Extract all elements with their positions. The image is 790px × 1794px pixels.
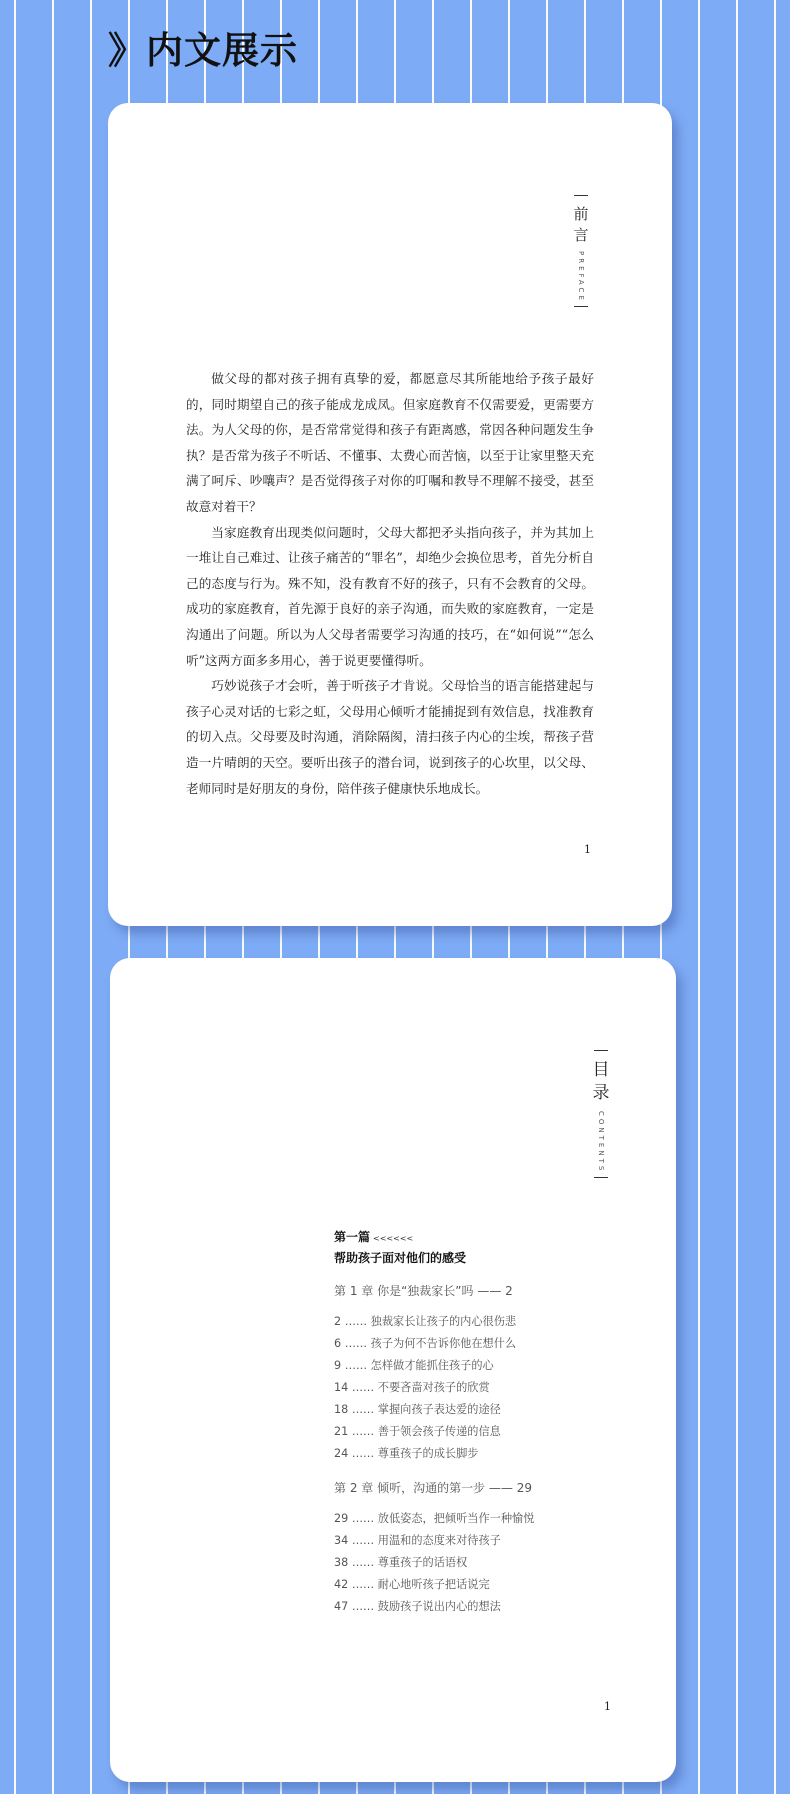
toc-page-number: 42	[334, 1578, 349, 1591]
toc-page-number: 18	[334, 1403, 349, 1416]
title-top-rule	[574, 195, 588, 196]
toc-page-number: 6	[334, 1337, 342, 1350]
toc-dots: ……	[351, 1556, 375, 1569]
toc-item	[334, 1530, 634, 1552]
toc-page-number: 38	[334, 1556, 349, 1569]
toc-title: 掌握向孩子表达爱的途径	[377, 1403, 501, 1416]
toc-title: 放低姿态，把倾听当作一种愉悦	[377, 1512, 535, 1525]
toc-item	[334, 1355, 634, 1377]
part-arrows: <<<<<<	[373, 1234, 414, 1243]
toc-page-number: 29	[334, 1512, 349, 1525]
title-subtitle: CONTENTS	[597, 1110, 605, 1173]
title-char-1: 目	[592, 1060, 610, 1080]
toc-dots: ……	[351, 1403, 375, 1416]
toc-page-number: 2	[334, 1315, 342, 1328]
toc-item	[334, 1508, 634, 1530]
toc-page-number: 47	[334, 1600, 349, 1613]
toc-title: 善于领会孩子传递的信息	[377, 1425, 501, 1438]
toc-title: 尊重孩子的话语权	[377, 1556, 468, 1569]
toc-title: 不要吝啬对孩子的欣赏	[377, 1381, 490, 1394]
toc-dots: ……	[351, 1578, 375, 1591]
title-top-rule	[594, 1050, 608, 1051]
toc-item	[334, 1399, 634, 1421]
toc-dots: ……	[351, 1381, 375, 1394]
chapter-1	[334, 1282, 634, 1465]
toc-item	[334, 1311, 634, 1333]
preface-page	[108, 103, 672, 926]
title-bottom-rule	[594, 1177, 608, 1178]
preface-body	[186, 366, 594, 801]
toc-item	[334, 1333, 634, 1355]
page-number: 1	[584, 843, 591, 856]
toc-item	[334, 1443, 634, 1465]
table-of-contents	[334, 1228, 634, 1618]
title-char-2: 言	[573, 225, 589, 244]
title-bottom-rule	[574, 306, 588, 307]
toc-item	[334, 1377, 634, 1399]
section-title: 》内文展示	[108, 29, 298, 72]
toc-page-number: 21	[334, 1425, 349, 1438]
title-subtitle: PREFACE	[577, 250, 585, 303]
toc-page-number: 34	[334, 1534, 349, 1547]
part-label	[334, 1228, 634, 1248]
toc-title: 鼓励孩子说出内心的想法	[377, 1600, 501, 1613]
title-char-2: 录	[592, 1083, 610, 1104]
part-label-text: 第一篇	[334, 1230, 371, 1244]
toc-dots: ……	[351, 1447, 375, 1460]
preface-vertical-title	[570, 195, 592, 307]
toc-item	[334, 1552, 634, 1574]
toc-dots: ……	[351, 1534, 375, 1547]
toc-dots: ……	[344, 1337, 368, 1350]
toc-item	[334, 1596, 634, 1618]
title-char-1: 前	[573, 205, 589, 223]
preface-paragraph-1: 做父母的都对孩子拥有真挚的爱，都愿意尽其所能地给予孩子最好的，同时期望自己的孩子能成龙成凤。但家庭教育不仅需要爱，更需要方法。为人父母的你，是否常常觉得和孩子有距离感，常因各种问题发生争执？是否常为孩子不听话、不懂事、太费心而苦恼，以至于让家里整天充满了呵斥、吵嚷声？是否觉得孩子对你的叮嘱和教导不理解不接受，甚至故意对着干？	[186, 371, 594, 514]
toc-title: 独裁家长让孩子的内心很伤悲	[370, 1315, 517, 1328]
contents-vertical-title	[590, 1050, 612, 1178]
chapter-heading: 第 2 章 倾听，沟通的第一步 —— 29	[334, 1481, 532, 1495]
part-title: 帮助孩子面对他们的感受	[334, 1251, 467, 1265]
preface-paragraph-3: 巧妙说孩子才会听，善于听孩子才肯说。父母恰当的语言能搭建起与孩子心灵对话的七彩之虹，父母用心倾听才能捕捉到有效信息，找准教育的切入点。父母要及时沟通，消除隔阂，清扫孩子内心的尘埃，帮孩子营造一片晴朗的天空。要听出孩子的潜台词，说到孩子的心坎里，以父母、老师同时是好朋友的身份，陪伴孩子健康快乐地成长。	[186, 678, 594, 796]
toc-title: 孩子为何不告诉你他在想什么	[370, 1337, 517, 1350]
page-number: 1	[604, 1700, 611, 1713]
chapter-2	[334, 1479, 634, 1618]
toc-page-number: 9	[334, 1359, 342, 1372]
toc-page-number: 24	[334, 1447, 349, 1460]
toc-dots: ……	[351, 1425, 375, 1438]
toc-title: 尊重孩子的成长脚步	[377, 1447, 479, 1460]
toc-title: 耐心地听孩子把话说完	[377, 1578, 490, 1591]
toc-title: 怎样做才能抓住孩子的心	[370, 1359, 494, 1372]
toc-page-number: 14	[334, 1381, 349, 1394]
toc-title: 用温和的态度来对待孩子	[377, 1534, 501, 1547]
toc-item	[334, 1421, 634, 1443]
contents-page	[110, 958, 676, 1782]
toc-dots: ……	[344, 1359, 368, 1372]
preface-paragraph-2: 当家庭教育出现类似问题时，父母大都把矛头指向孩子，并为其加上一堆让自己难过、让孩子痛苦的“罪名”，却绝少会换位思考，首先分析自己的态度与行为。殊不知，没有教育不好的孩子，只有不会教育的父母。成功的家庭教育，首先源于良好的亲子沟通，而失败的家庭教育，一定是沟通出了问题。所以为人父母者需要学习沟通的技巧，在“如何说”“怎么听”这两方面多多用心，善于说更要懂得听。	[186, 524, 594, 668]
toc-dots: ……	[344, 1315, 368, 1328]
toc-dots: ……	[351, 1600, 375, 1613]
toc-item	[334, 1574, 634, 1596]
chapter-heading: 第 1 章 你是“独裁家长”吗 —— 2	[334, 1284, 513, 1298]
toc-dots: ……	[351, 1512, 375, 1525]
